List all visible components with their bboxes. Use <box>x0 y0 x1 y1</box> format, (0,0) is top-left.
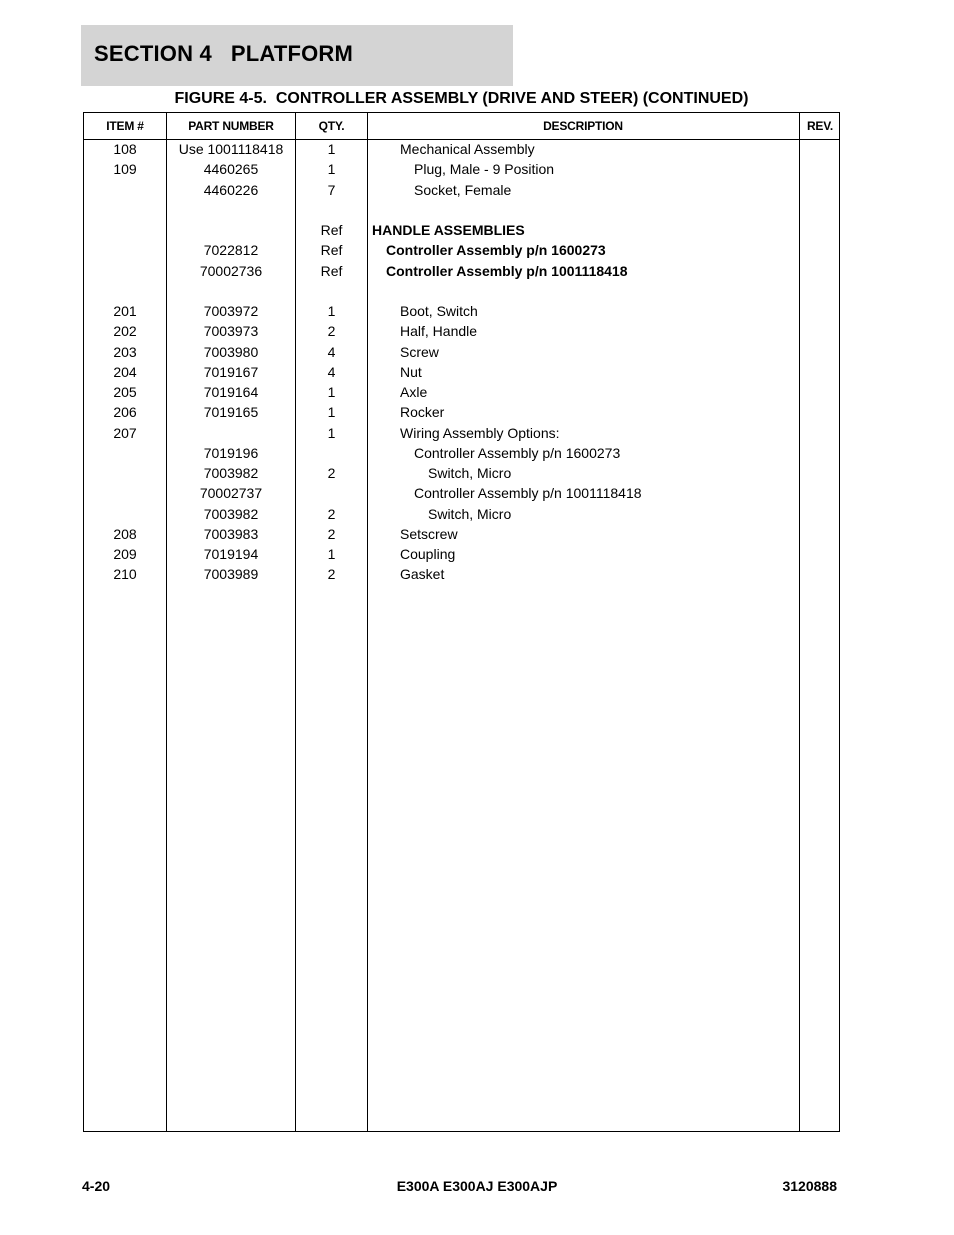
description: HANDLE ASSEMBLIES <box>372 222 525 238</box>
item-number <box>84 483 166 503</box>
description: Gasket <box>400 566 445 583</box>
quantity: 1 <box>327 384 336 400</box>
part-number: 7003972 <box>203 303 259 319</box>
description: Screw <box>400 343 439 360</box>
description: Controller Assembly p/n 1001118418 <box>414 485 642 502</box>
quantity <box>296 443 367 463</box>
description <box>368 281 798 301</box>
column-header-description: DESCRIPTION <box>543 119 623 133</box>
description: Axle <box>400 384 428 400</box>
item-number: 109 <box>113 161 137 178</box>
column-header-item: ITEM # <box>106 119 144 133</box>
table-row <box>84 139 839 159</box>
section-header <box>81 25 513 86</box>
figure-title: FIGURE 4-5. CONTROLLER ASSEMBLY (DRIVE AND STEER) (CONTINUED) <box>174 90 749 107</box>
table-row <box>84 180 839 200</box>
quantity: 7 <box>327 181 336 198</box>
table-row <box>84 362 839 382</box>
item-number <box>84 180 166 200</box>
quantity: 4 <box>327 363 336 380</box>
quantity: 2 <box>327 323 336 340</box>
item-number: 201 <box>113 303 137 319</box>
quantity <box>296 200 367 220</box>
table-row <box>84 321 839 341</box>
quantity: 2 <box>327 505 336 522</box>
quantity: 2 <box>327 566 336 583</box>
quantity <box>296 281 367 301</box>
table-row <box>84 504 839 524</box>
part-number: 7019165 <box>203 404 259 421</box>
description: Controller Assembly p/n 1001118418 <box>386 262 628 279</box>
quantity: 1 <box>327 404 336 421</box>
description: Switch, Micro <box>428 505 512 522</box>
item-number <box>84 281 166 301</box>
part-number: 7003973 <box>203 323 259 340</box>
quantity: 1 <box>327 546 336 562</box>
item-number <box>84 220 166 240</box>
item-number: 204 <box>113 363 137 380</box>
description: Rocker <box>400 404 445 421</box>
part-number: 4460265 <box>203 161 259 178</box>
item-number <box>84 443 166 463</box>
item-number <box>84 200 166 220</box>
table-row <box>84 423 839 443</box>
table-row <box>84 159 839 179</box>
description: Nut <box>400 363 422 380</box>
description: Boot, Switch <box>400 303 478 319</box>
part-number <box>167 423 295 443</box>
description: Plug, Male - 9 Position <box>414 161 555 178</box>
table-row <box>84 301 839 321</box>
item-number: 202 <box>113 323 137 340</box>
part-number: 70002737 <box>199 485 263 502</box>
description: Coupling <box>400 546 456 562</box>
quantity: 1 <box>327 161 336 178</box>
part-number: 7003989 <box>203 566 259 583</box>
description: Setscrew <box>400 525 458 542</box>
item-number: 203 <box>113 343 137 360</box>
document-number: 3120888 <box>782 1178 837 1194</box>
quantity: Ref <box>320 242 343 259</box>
part-number <box>167 220 295 240</box>
quantity: 1 <box>327 141 336 157</box>
table-row <box>84 240 839 260</box>
table-row <box>84 443 839 463</box>
table-row <box>84 220 839 240</box>
part-number: 7003980 <box>203 343 259 360</box>
description: Mechanical Assembly <box>400 141 535 157</box>
description: Switch, Micro <box>428 465 512 481</box>
section-title: SECTION 4 PLATFORM <box>94 41 354 66</box>
quantity: 1 <box>327 424 336 441</box>
description <box>368 200 798 220</box>
table-row <box>84 524 839 544</box>
part-number <box>167 281 295 301</box>
part-number: 7019196 <box>203 444 259 461</box>
table-row <box>84 342 839 362</box>
item-number: 210 <box>113 566 137 583</box>
table-row <box>84 200 839 220</box>
item-number <box>84 261 166 281</box>
table-row <box>84 281 839 301</box>
parts-table <box>83 112 840 1132</box>
item-number: 208 <box>113 525 137 542</box>
table-row <box>84 463 839 483</box>
table-row <box>84 402 839 422</box>
table-row <box>84 564 839 584</box>
part-number: 7019194 <box>203 546 259 562</box>
part-number: 4460226 <box>203 181 259 198</box>
item-number <box>84 504 166 524</box>
part-number: 7003983 <box>203 525 259 542</box>
description: Socket, Female <box>414 181 512 198</box>
quantity: Ref <box>320 262 343 279</box>
description: Wiring Assembly Options: <box>400 424 560 441</box>
table-row <box>84 544 839 564</box>
description: Controller Assembly p/n 1600273 <box>414 444 621 461</box>
column-header-qty: QTY. <box>318 119 345 133</box>
page-number: 4-20 <box>82 1178 111 1194</box>
part-number: Use 1001118418 <box>178 141 284 157</box>
column-header-rev: REV. <box>806 119 834 133</box>
quantity: 2 <box>327 465 336 481</box>
item-number <box>84 240 166 260</box>
quantity <box>296 483 367 503</box>
item-number <box>84 463 166 483</box>
table-row <box>84 483 839 503</box>
part-number: 7019164 <box>203 384 259 400</box>
column-header-part-number: PART NUMBER <box>188 119 274 133</box>
quantity: 2 <box>327 525 336 542</box>
part-number: 7019167 <box>203 363 259 380</box>
part-number: 70002736 <box>199 262 263 279</box>
item-number: 205 <box>113 384 137 400</box>
model-numbers: E300A E300AJ E300AJP <box>396 1178 558 1194</box>
description: Half, Handle <box>400 323 478 340</box>
part-number: 7022812 <box>203 242 259 259</box>
table-row <box>84 261 839 281</box>
quantity: 1 <box>327 303 336 319</box>
part-number: 7003982 <box>203 465 259 481</box>
quantity: 4 <box>327 343 336 360</box>
item-number: 209 <box>113 546 137 562</box>
item-number: 207 <box>113 424 137 441</box>
part-number: 7003982 <box>203 505 259 522</box>
description: Controller Assembly p/n 1600273 <box>386 242 606 259</box>
quantity: Ref <box>320 222 343 238</box>
item-number: 206 <box>113 404 137 421</box>
part-number <box>167 200 295 220</box>
table-row <box>84 382 839 402</box>
item-number: 108 <box>113 141 137 157</box>
